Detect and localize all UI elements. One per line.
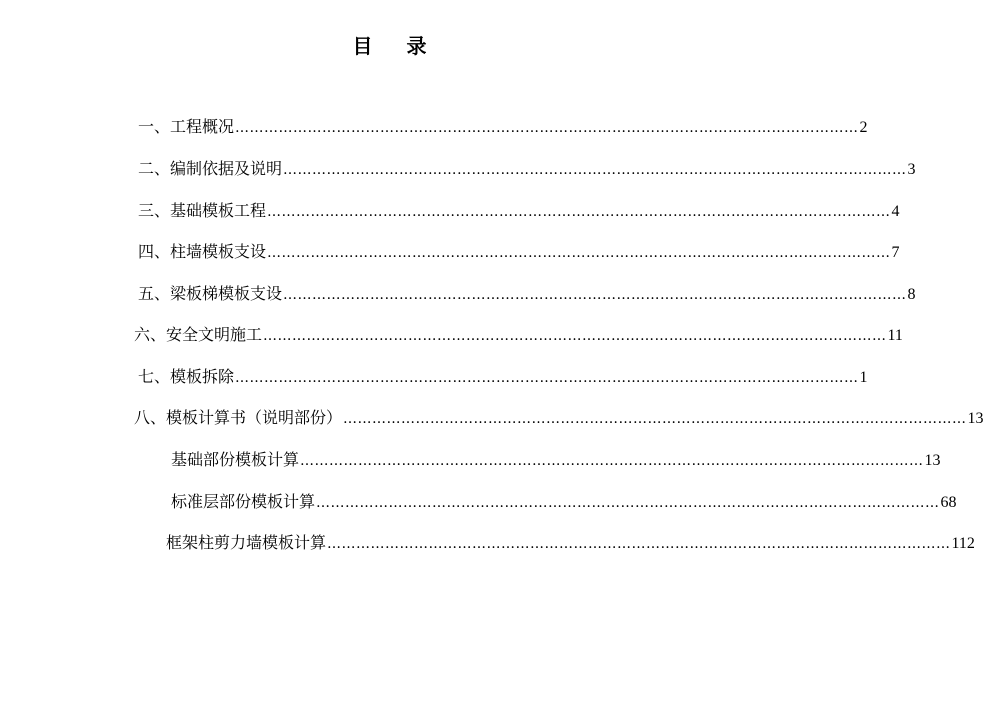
- toc-leader-dots: …………………………………………………………………………………………………………………: [263, 328, 887, 344]
- toc-entry[interactable]: [138, 115, 868, 139]
- toc-entry-label: 一、工程概况: [138, 117, 235, 136]
- toc-entry[interactable]: [138, 199, 900, 223]
- toc-leader-dots: …………………………………………………………………………………………………………………: [327, 536, 951, 552]
- toc-entry-label: 六、安全文明施工: [134, 325, 263, 344]
- toc-entry-page: 13: [967, 410, 984, 427]
- toc-entry-page: 2: [859, 119, 868, 136]
- toc-leader-dots: …………………………………………………………………………………………………………………: [267, 245, 891, 261]
- toc-entry-page: 13: [924, 452, 941, 469]
- toc-entry-page: 7: [891, 244, 900, 261]
- toc-entry-label: 五、梁板梯模板支设: [138, 284, 283, 303]
- toc-entry-label: 二、编制依据及说明: [138, 159, 283, 178]
- toc-entry-page: 112: [951, 535, 975, 552]
- toc-leader-dots: …………………………………………………………………………………………………………………: [283, 287, 907, 303]
- toc-entry-page: 8: [907, 286, 916, 303]
- toc-leader-dots: …………………………………………………………………………………………………………………: [235, 370, 859, 386]
- toc-entry-page: 68: [940, 494, 957, 511]
- toc-entry[interactable]: [171, 448, 941, 472]
- toc-leader-dots: …………………………………………………………………………………………………………………: [267, 204, 891, 220]
- toc-entry[interactable]: [134, 323, 903, 347]
- toc-entry[interactable]: [138, 365, 868, 389]
- toc-entry[interactable]: [138, 240, 900, 264]
- toc-entry-label: 框架柱剪力墙模板计算: [166, 533, 327, 552]
- toc-entry-label: 四、柱墙模板支设: [138, 242, 267, 261]
- toc-entry-page: 11: [887, 327, 903, 344]
- toc-entry-label: 七、模板拆除: [138, 367, 235, 386]
- toc-leader-dots: …………………………………………………………………………………………………………………: [343, 411, 967, 427]
- toc-entry[interactable]: [138, 157, 916, 181]
- toc-leader-dots: …………………………………………………………………………………………………………………: [316, 495, 940, 511]
- toc-leader-dots: …………………………………………………………………………………………………………………: [235, 120, 859, 136]
- toc-entry-page: 3: [907, 161, 916, 178]
- toc-title-char-1: 目: [352, 34, 373, 58]
- toc-entry-label: 八、模板计算书（说明部份）: [134, 408, 343, 427]
- toc-entry[interactable]: [171, 490, 957, 514]
- toc-entry-page: 1: [859, 369, 868, 386]
- toc-entry-label: 基础部份模板计算: [171, 450, 300, 469]
- toc-leader-dots: …………………………………………………………………………………………………………………: [300, 453, 924, 469]
- toc-entry-label: 标准层部份模板计算: [171, 492, 316, 511]
- toc-entry[interactable]: [138, 282, 916, 306]
- toc-entry-page: 4: [891, 203, 900, 220]
- toc-title-char-2: 录: [406, 34, 427, 58]
- toc-entry[interactable]: [134, 406, 984, 430]
- toc-entry[interactable]: [166, 531, 975, 555]
- toc-leader-dots: …………………………………………………………………………………………………………………: [283, 162, 907, 178]
- toc-entry-label: 三、基础模板工程: [138, 201, 267, 220]
